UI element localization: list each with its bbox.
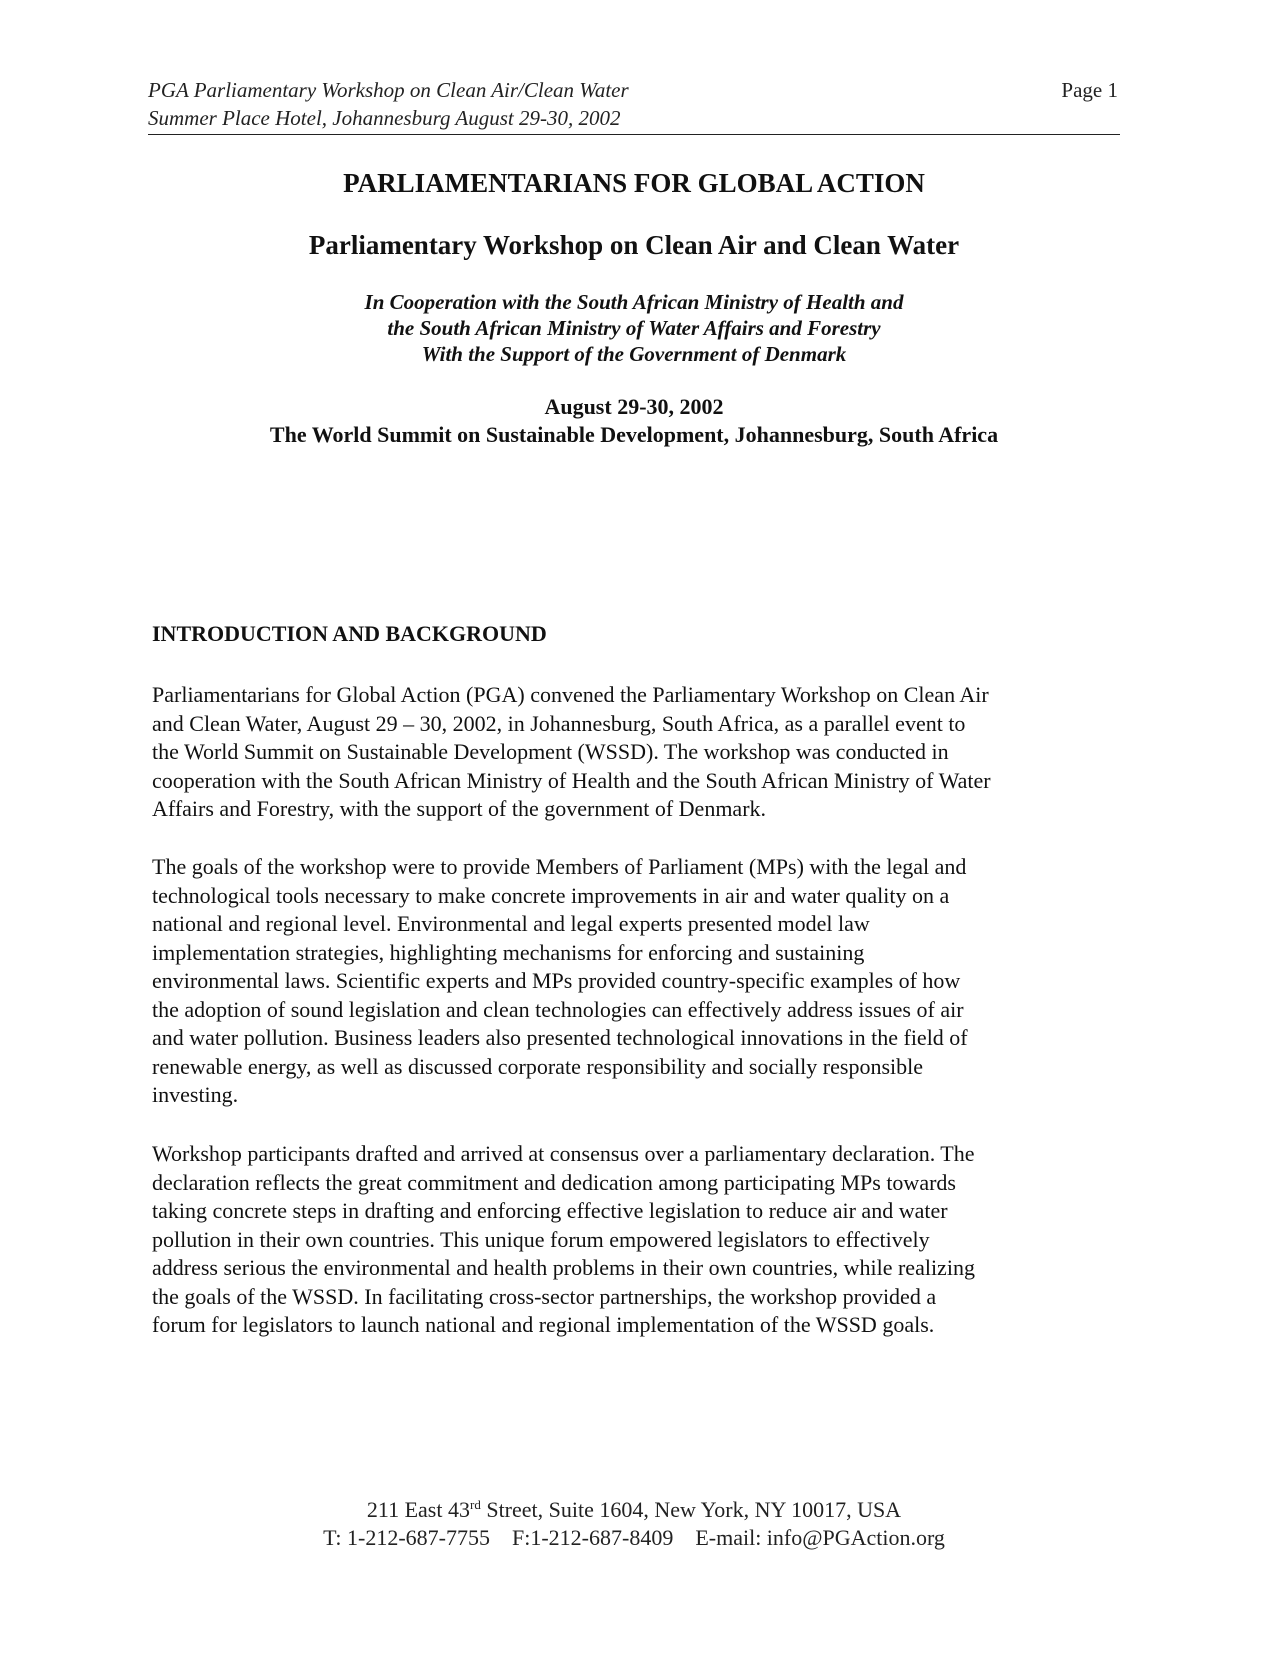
page-number: Page 1 [1061, 78, 1118, 102]
text-line: national and regional level. Environmental and legal experts presented model law [152, 911, 870, 936]
text-line: implementation strategies, highlighting mechanisms for enforcing and sustaining [152, 939, 865, 965]
text-line: investing. [152, 1082, 239, 1107]
text-line: the World Summit on Sustainable Development (WSSD). The workshop was conducted in [152, 739, 949, 764]
text-line: technological tools necessary to make concrete improvements in air and water quality on a [152, 882, 950, 908]
address-start: 211 East 43 [366, 1497, 470, 1522]
paragraph-1 [152, 681, 1120, 824]
text-line: address serious the environmental and health problems in their own countries, while realizing [152, 1255, 975, 1280]
text-line: Workshop participants drafted and arrived at consensus over a parliamentary declaration. The [152, 1141, 975, 1166]
section-heading: INTRODUCTION AND BACKGROUND [152, 621, 547, 646]
organization-title: PARLIAMENTARIANS FOR GLOBAL ACTION [343, 168, 925, 198]
page-header [148, 76, 1120, 135]
text-line: forum for legislators to launch national and regional implementation of the WSSD goals. [152, 1312, 935, 1337]
paragraph-3 [152, 1140, 1120, 1340]
footer-phone: T: 1-212-687-7755 [323, 1525, 490, 1550]
header-line-2: Summer Place Hotel, Johannesburg August 29-30, 2002 [148, 106, 621, 130]
footer-contact [148, 1524, 1120, 1552]
text-line: and water pollution. Business leaders also presented technological innovations in the field of [152, 1025, 968, 1050]
header-line-1: PGA Parliamentary Workshop on Clean Air/Clean Water [148, 78, 629, 102]
text-line: the adoption of sound legislation and clean technologies can effectively address issues of air [152, 996, 964, 1022]
cooperation-line: In Cooperation with the South African Ministry of Health and [364, 290, 904, 314]
date-block [148, 393, 1120, 449]
text-line: environmental laws. Scientific experts and MPs provided country-specific examples of how [152, 968, 961, 993]
cooperation-line: the South African Ministry of Water Affairs and Forestry [387, 316, 881, 340]
text-line: declaration reflects the great commitment and dedication among participating MPs towards [152, 1169, 956, 1195]
address-end: Street, Suite 1604, New York, NY 10017, USA [480, 1497, 902, 1522]
footer-email[interactable]: E-mail: info@PGAction.org [695, 1525, 945, 1550]
paragraph-2 [152, 853, 1120, 1110]
cooperation-line: With the Support of the Government of Denmark [421, 342, 847, 366]
event-name: The World Summit on Sustainable Development, Johannesburg, South Africa [269, 422, 999, 447]
text-line: taking concrete steps in drafting and enforcing effective legislation to reduce air and water [152, 1198, 948, 1223]
text-line: renewable energy, as well as discussed corporate responsibility and socially responsible [152, 1053, 923, 1079]
address-superscript: rd [469, 1497, 481, 1512]
event-date: August 29-30, 2002 [544, 394, 724, 419]
text-line: and Clean Water, August 29 – 30, 2002, in Johannesburg, South Africa, as a parallel event to [152, 710, 966, 736]
footer-address [148, 1496, 1120, 1524]
cooperation-block [148, 289, 1120, 367]
workshop-title: Parliamentary Workshop on Clean Air and Clean Water [308, 230, 960, 260]
text-line: the goals of the WSSD. In facilitating cross-sector partnerships, the workshop provided a [152, 1283, 937, 1309]
text-line: cooperation with the South African Ministry of Health and the South African Ministry of Water [152, 767, 991, 793]
text-line: Affairs and Forestry, with the support of the government of Denmark. [152, 796, 767, 821]
text-line: The goals of the workshop were to provide Members of Parliament (MPs) with the legal and [152, 854, 967, 879]
text-line: pollution in their own countries. This unique forum empowered legislators to effectively [152, 1226, 930, 1252]
text-line: Parliamentarians for Global Action (PGA) convened the Parliamentary Workshop on Clean Air [152, 682, 989, 707]
footer-fax: F:1-212-687-8409 [512, 1525, 674, 1550]
page-footer [148, 1496, 1120, 1552]
